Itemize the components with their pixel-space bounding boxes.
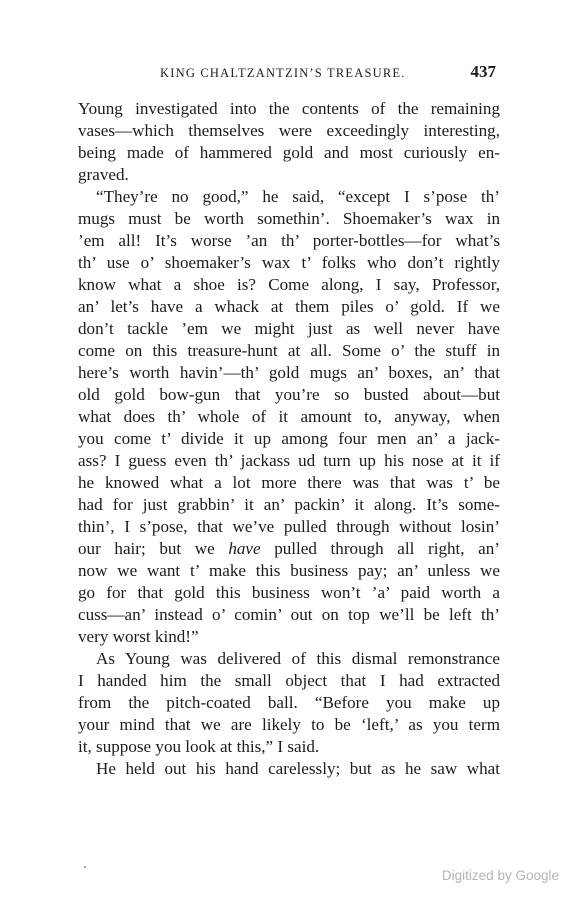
text-line: graved. xyxy=(78,165,129,184)
text-line: from the pitch-coated ball. “Before you make up xyxy=(78,693,500,712)
text-line: He held out his hand carelessly; but as he saw what xyxy=(96,759,500,778)
text-line: he knowed what a lot more there was that was t’ be xyxy=(78,473,500,492)
emphasized-word: have xyxy=(228,539,261,558)
text-line: it, suppose you look at this,” I said. xyxy=(78,737,320,756)
text-line: had for just grabbin’ it an’ packin’ it along. It’s some- xyxy=(78,495,500,514)
text-line: you come t’ divide it up among four men an’ a jack- xyxy=(78,429,500,448)
text-line: cuss—an’ instead o’ comin’ out on top we’ll be left th’ xyxy=(78,605,500,624)
text-line: thin’, I s’pose, that we’ve pulled through without losin’ xyxy=(78,517,500,536)
page-speck xyxy=(84,866,86,868)
text-line: what does th’ whole of it amount to, anyway, when xyxy=(78,407,500,426)
text-line: being made of hammered gold and most curiously en- xyxy=(78,143,500,162)
page-number: 437 xyxy=(470,62,496,81)
text-line: very worst kind!” xyxy=(78,627,199,646)
text-line: your mind that we are likely to be ‘left,’ as you term xyxy=(78,715,500,734)
text-line: old gold bow-gun that you’re so busted about—but xyxy=(78,385,500,404)
text-line: ass? I guess even th’ jackass ud turn up his nose at it if xyxy=(78,451,500,470)
text-line: don’t tackle ’em we might just as well never have xyxy=(78,319,500,338)
running-title: KING CHALTZANTZIN’S TREASURE. xyxy=(160,66,406,80)
body-text xyxy=(78,98,500,780)
page-header xyxy=(78,62,498,86)
text-line: our hair; but we have pulled through all right, an’ xyxy=(78,539,500,558)
digitization-watermark: Digitized by Google xyxy=(441,868,559,883)
text-line: come on this treasure-hunt at all. Some o’ the stuff in xyxy=(78,341,500,360)
text-line: “They’re no good,” he said, “except I s’pose th’ xyxy=(96,187,500,206)
text-line: here’s worth havin’—th’ gold mugs an’ boxes, an’ that xyxy=(78,363,500,382)
text-line: now we want t’ make this business pay; an’ unless we xyxy=(78,561,500,580)
text-line: mugs must be worth somethin’. Shoemaker’s wax in xyxy=(78,209,500,228)
text-line: an’ let’s have a whack at them piles o’ gold. If we xyxy=(78,297,500,316)
text-line: go for that gold this business won’t ’a’ paid worth a xyxy=(78,583,500,602)
text-line: know what a shoe is? Come along, I say, Professor, xyxy=(78,275,500,294)
text-line: As Young was delivered of this dismal remonstrance xyxy=(96,649,500,668)
text-line: ’em all! It’s worse ’an th’ porter-bottles—for what’s xyxy=(78,231,500,250)
text-line: th’ use o’ shoemaker’s wax t’ folks who don’t rightly xyxy=(78,253,500,272)
text-line: I handed him the small object that I had extracted xyxy=(78,671,500,690)
text-line: vases—which themselves were exceedingly interesting, xyxy=(78,121,500,140)
text-line: Young investigated into the contents of the remaining xyxy=(78,99,500,118)
